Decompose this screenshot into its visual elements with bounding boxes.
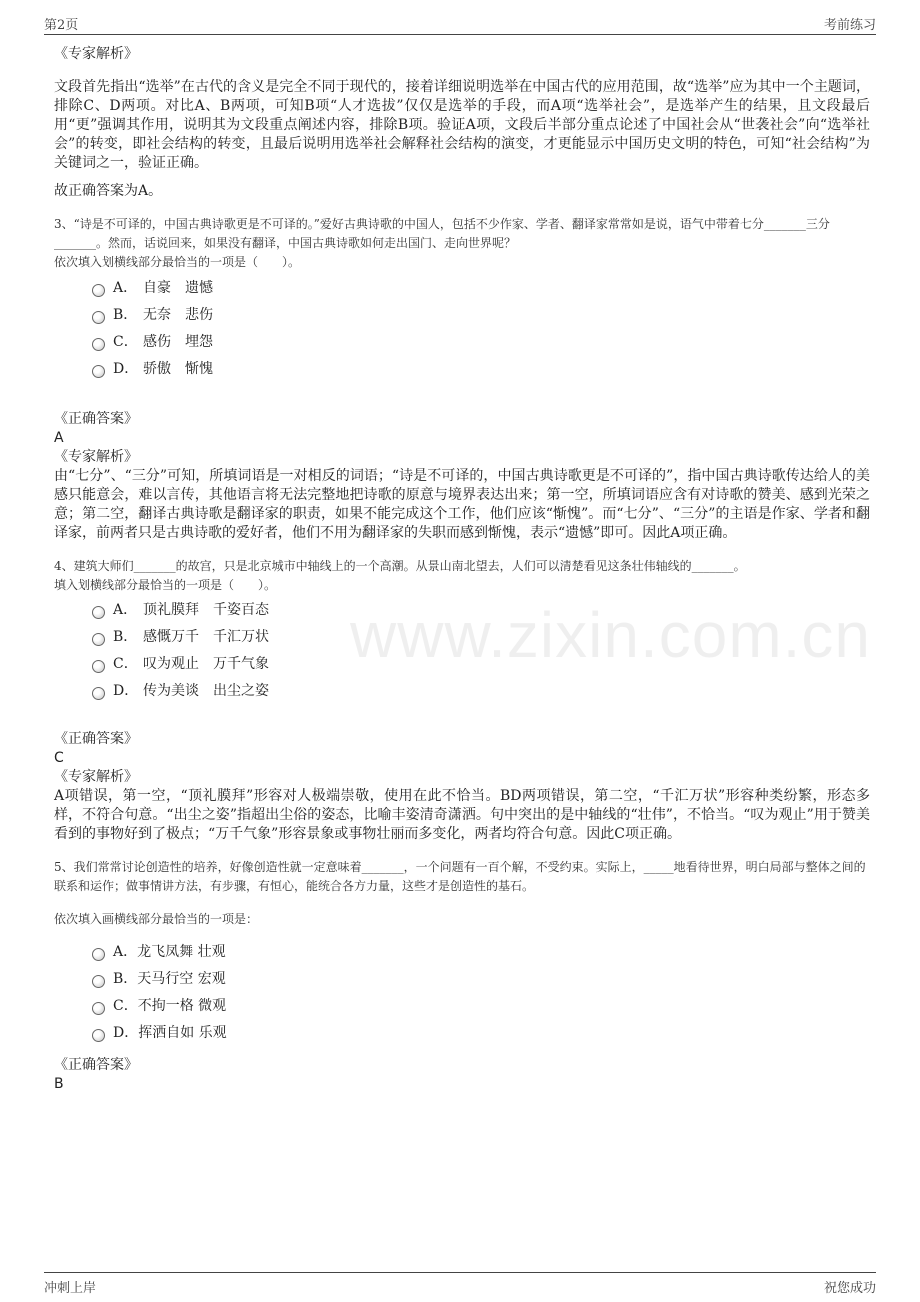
q5-options <box>92 939 870 1047</box>
radio-icon[interactable] <box>92 1029 105 1042</box>
footer-left: 冲刺上岸 <box>44 1281 97 1296</box>
option-letter: C． <box>113 656 138 672</box>
radio-icon[interactable] <box>92 660 105 673</box>
page-content <box>54 44 870 1093</box>
q2-analysis: 文段首先指出“选举”在古代的含义是完全不同于现代的，接着详细说明选举在中国古代的应用范围，故“选举”应为其中一个主题词，排除C、D两项。对比A、B两项，可知B项“人才选拔”仅仅是选举的手段，而A项“选举社会”，是选举产生的结果，且文段最后用“更”强调其作用，说明其为文段重点阐述内容，排除B项。验证A项，文段后半部分重点论述了中国社会从“世袭社会”向“选举社会”的转变，即社会结构的转变，且最后说明用选举社会解释社会结构的演变，才更能显示中国历史文明的特色，可知“社会结构”为关键词之一，验证正确。 <box>54 79 870 171</box>
option-letter: D． <box>113 361 139 377</box>
q5-option-b[interactable] <box>92 966 870 993</box>
option-text: 挥洒自如 乐观 <box>138 1025 227 1041</box>
option-text: 传为美谈 出尘之姿 <box>143 683 269 699</box>
option-letter: B． <box>113 971 138 987</box>
page-header <box>44 12 876 35</box>
q4-analysis: A项错误，第一空，“顶礼膜拜”形容对人极端崇敬，使用在此不恰当。BD两项错误，第二空，“千汇万状”形容种类纷繁，形态多样，不符合句意。“出尘之姿”指超出尘俗的姿态，比喻丰姿清奇潇洒。句中突出的是中轴线的“壮伟”，不恰当。“叹为观止”用于赞美看到的事物好到了极点；“万千气象”形容景象或事物壮丽而多变化，两者均符合句意。因此C项正确。 <box>54 788 870 842</box>
q4-instruction: 填入划横线部分最恰当的一项是（ ）。 <box>54 578 277 592</box>
q3-option-b[interactable] <box>92 302 870 329</box>
q3-options <box>92 275 870 383</box>
option-text: 天马行空 宏观 <box>137 971 226 987</box>
q5-option-c[interactable] <box>92 993 870 1020</box>
q4-stem: 4、建筑大师们_______的故宫，只是北京城市中轴线上的一个高潮。从景山南北望去，人们可以清楚看见这条壮伟轴线的_______。 <box>54 559 746 573</box>
option-letter: C． <box>113 334 138 350</box>
q2-analysis-label: 《专家解析》 <box>54 46 138 62</box>
radio-icon[interactable] <box>92 948 105 961</box>
radio-icon[interactable] <box>92 633 105 646</box>
q3-analysis: 由“七分”、“三分”可知，所填词语是一对相反的词语；“诗是不可译的，中国古典诗歌更是不可译的”，指中国古典诗歌传达给人的美感只能意会，难以言传，其他语言将无法完整地把诗歌的原意与境界表达出来；第一空，所填词语应含有对诗歌的赞美、感到光荣之意；第二空，翻译古典诗歌是翻译家的职责，如果不能完成这个工作，他们应该“惭愧”。而“七分”、“三分”的主语是作家、学者和翻译家，前两者只是古典诗歌的爱好者，他们不用为翻译家的失职而感到惭愧，表示“遗憾”即可。因此A项正确。 <box>54 468 870 541</box>
option-text: 感慨万千 千汇万状 <box>143 629 269 645</box>
option-letter: A． <box>113 280 138 296</box>
option-letter: A． <box>113 944 138 960</box>
q3-stem: 3、“诗是不可译的，中国古典诗歌更是不可译的。”爱好古典诗歌的中国人，包括不少作家、学者、翻译家常常如是说，语气中带着七分_______三分_______。然而，话说回来，如果没有翻译，中国古典诗歌如何走出国门、走向世界呢？ <box>54 217 830 250</box>
q2-conclusion: 故正确答案为A。 <box>54 183 163 199</box>
option-letter: D． <box>113 683 139 699</box>
radio-icon[interactable] <box>92 311 105 324</box>
option-text: 骄傲 惭愧 <box>143 361 213 377</box>
option-text: 龙飞凤舞 壮观 <box>137 944 226 960</box>
page-footer <box>44 1272 876 1295</box>
q5-answer-label: 《正确答案》 <box>54 1057 138 1073</box>
radio-icon[interactable] <box>92 975 105 988</box>
option-letter: B． <box>113 629 138 645</box>
option-letter: A． <box>113 602 138 618</box>
q4-option-b[interactable] <box>92 624 870 651</box>
q5-stem: 5、我们常常讨论创造性的培养，好像创造性就一定意味着_______，一个问题有一百个解，不受约束。实际上，_____地看待世界，明白局部与整体之间的联系和运作；做事情讲方法，有步骤，有恒心，能统合各方力量，这些才是创造性的基石。 <box>54 860 866 893</box>
option-text: 自豪 遗憾 <box>143 280 213 296</box>
q4-option-c[interactable] <box>92 651 870 678</box>
q3-analysis-label: 《专家解析》 <box>54 449 138 465</box>
header-title: 考前练习 <box>823 18 876 33</box>
footer-right: 祝您成功 <box>823 1281 876 1296</box>
radio-icon[interactable] <box>92 1002 105 1015</box>
option-letter: C． <box>113 998 138 1014</box>
q3-answer-label: 《正确答案》 <box>54 411 138 427</box>
q3-instruction: 依次填入划横线部分最恰当的一项是（ ）。 <box>54 255 301 269</box>
q4-options <box>92 597 870 705</box>
option-text: 叹为观止 万千气象 <box>143 656 269 672</box>
q4-answer-label: 《正确答案》 <box>54 731 138 747</box>
q3-option-c[interactable] <box>92 329 870 356</box>
q4-option-d[interactable] <box>92 678 870 705</box>
option-text: 感伤 埋怨 <box>143 334 213 350</box>
q4-analysis-label: 《专家解析》 <box>54 769 138 785</box>
radio-icon[interactable] <box>92 687 105 700</box>
radio-icon[interactable] <box>92 338 105 351</box>
q3-answer: A <box>54 430 64 446</box>
radio-icon[interactable] <box>92 365 105 378</box>
q3-option-a[interactable] <box>92 275 870 302</box>
option-text: 无奈 悲伤 <box>143 307 213 323</box>
q5-option-a[interactable] <box>92 939 870 966</box>
q5-answer: B <box>54 1076 64 1092</box>
option-letter: B． <box>113 307 138 323</box>
option-text: 不拘一格 微观 <box>137 998 227 1014</box>
q5-instruction: 依次填入画横线部分最恰当的一项是： <box>54 912 259 926</box>
q5-option-d[interactable] <box>92 1020 870 1047</box>
watermark: www.zixin.com.cn <box>350 599 871 671</box>
option-letter: D． <box>113 1025 139 1041</box>
radio-icon[interactable] <box>92 606 105 619</box>
option-text: 顶礼膜拜 千姿百态 <box>143 602 269 618</box>
q4-option-a[interactable] <box>92 597 870 624</box>
q3-option-d[interactable] <box>92 356 870 383</box>
page-number: 第2页 <box>44 18 79 33</box>
radio-icon[interactable] <box>92 284 105 297</box>
q4-answer: C <box>54 750 64 766</box>
